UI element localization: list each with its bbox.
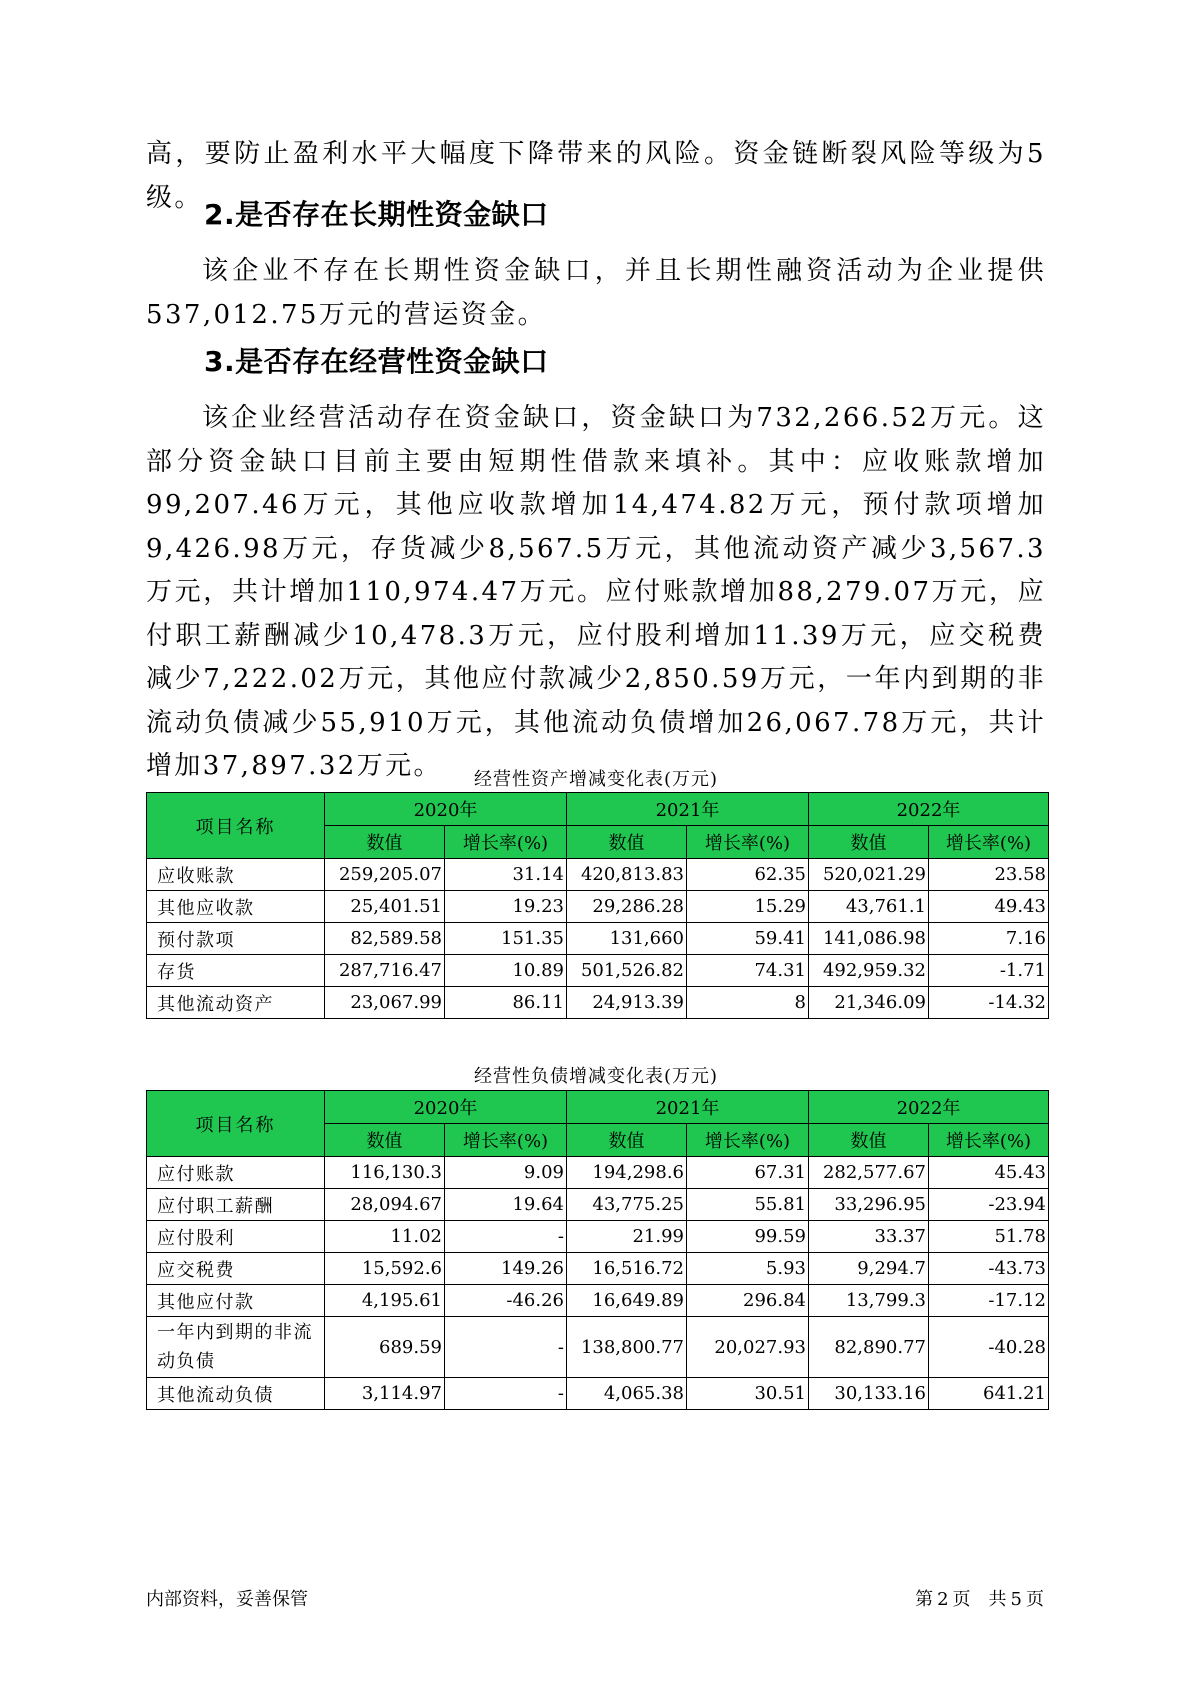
section-3-heading: 3.是否存在经营性资金缺口 (204, 345, 549, 378)
growth-rate-cell: 51.78 (929, 1221, 1049, 1253)
column-header-growth: 增长率(%) (687, 826, 809, 859)
growth-rate-cell: 20,027.93 (687, 1317, 809, 1378)
asset-change-table (146, 792, 1049, 1019)
growth-rate-cell: 641.21 (929, 1378, 1049, 1410)
table-row (147, 1317, 1049, 1378)
value-cell: 4,195.61 (325, 1285, 445, 1317)
growth-rate-cell: 59.41 (687, 923, 809, 955)
value-cell: 492,959.32 (809, 955, 929, 987)
column-header-year: 2022年 (809, 1091, 1049, 1124)
column-header-item-name: 项目名称 (147, 793, 325, 859)
column-header-item-name: 项目名称 (147, 1091, 325, 1157)
growth-rate-cell: 19.64 (445, 1189, 567, 1221)
page-total: 5 (1010, 1589, 1022, 1610)
value-cell: 82,890.77 (809, 1317, 929, 1378)
value-cell: 21.99 (567, 1221, 687, 1253)
column-header-growth: 增长率(%) (929, 826, 1049, 859)
row-label: 其他应付款 (147, 1285, 325, 1317)
value-cell: 11.02 (325, 1221, 445, 1253)
row-label: 存货 (147, 955, 325, 987)
growth-rate-cell: 49.43 (929, 891, 1049, 923)
growth-rate-cell: 31.14 (445, 859, 567, 891)
growth-rate-cell: 15.29 (687, 891, 809, 923)
table-row (147, 955, 1049, 987)
footer-confidential-note: 内部资料，妥善保管 (146, 1589, 308, 1610)
value-cell: 138,800.77 (567, 1317, 687, 1378)
column-header-growth: 增长率(%) (929, 1124, 1049, 1157)
growth-rate-cell: 8 (687, 987, 809, 1019)
value-cell: 501,526.82 (567, 955, 687, 987)
value-cell: 43,775.25 (567, 1189, 687, 1221)
section-2-heading: 2.是否存在长期性资金缺口 (204, 198, 549, 231)
table-row (147, 891, 1049, 923)
row-label: 应收账款 (147, 859, 325, 891)
footer-page-number (913, 1585, 1046, 1611)
value-cell: 4,065.38 (567, 1378, 687, 1410)
value-cell: 131,660 (567, 923, 687, 955)
value-cell: 141,086.98 (809, 923, 929, 955)
value-cell: 259,205.07 (325, 859, 445, 891)
liability-change-table (146, 1090, 1049, 1410)
growth-rate-cell: 67.31 (687, 1157, 809, 1189)
value-cell: 23,067.99 (325, 987, 445, 1019)
growth-rate-cell: 62.35 (687, 859, 809, 891)
column-header-value: 数值 (567, 1124, 687, 1157)
value-cell: 25,401.51 (325, 891, 445, 923)
row-label: 应付股利 (147, 1221, 325, 1253)
value-cell: 3,114.97 (325, 1378, 445, 1410)
value-cell: 282,577.67 (809, 1157, 929, 1189)
value-cell: 15,592.6 (325, 1253, 445, 1285)
growth-rate-cell: 45.43 (929, 1157, 1049, 1189)
growth-rate-cell: - (445, 1378, 567, 1410)
growth-rate-cell: 9.09 (445, 1157, 567, 1189)
row-label: 预付款项 (147, 923, 325, 955)
growth-rate-cell: 10.89 (445, 955, 567, 987)
growth-rate-cell: 23.58 (929, 859, 1049, 891)
page-suffix: 页 (1026, 1589, 1044, 1610)
value-cell: 24,913.39 (567, 987, 687, 1019)
table-row (147, 1189, 1049, 1221)
value-cell: 30,133.16 (809, 1378, 929, 1410)
growth-rate-cell: - (445, 1317, 567, 1378)
value-cell: 16,649.89 (567, 1285, 687, 1317)
value-cell: 520,021.29 (809, 859, 929, 891)
page-prefix: 第 (915, 1589, 934, 1610)
page-current: 2 (937, 1589, 949, 1610)
row-label: 其他应收款 (147, 891, 325, 923)
value-cell: 82,589.58 (325, 923, 445, 955)
column-header-growth: 增长率(%) (445, 826, 567, 859)
column-header-growth: 增长率(%) (445, 1124, 567, 1157)
liability-table-caption: 经营性负债增减变化表(万元) (473, 1066, 719, 1087)
growth-rate-cell: -40.28 (929, 1317, 1049, 1378)
value-cell: 194,298.6 (567, 1157, 687, 1189)
table-row (147, 1285, 1049, 1317)
growth-rate-cell: 86.11 (445, 987, 567, 1019)
growth-rate-cell: 7.16 (929, 923, 1049, 955)
value-cell: 13,799.3 (809, 1285, 929, 1317)
column-header-value: 数值 (325, 1124, 445, 1157)
table-row (147, 1157, 1049, 1189)
growth-rate-cell: -23.94 (929, 1189, 1049, 1221)
value-cell: 28,094.67 (325, 1189, 445, 1221)
table-row (147, 923, 1049, 955)
growth-rate-cell: -1.71 (929, 955, 1049, 987)
table-row (147, 859, 1049, 891)
growth-rate-cell: 19.23 (445, 891, 567, 923)
column-header-growth: 增长率(%) (687, 1124, 809, 1157)
asset-table-caption: 经营性资产增减变化表(万元) (473, 769, 719, 790)
column-header-value: 数值 (567, 826, 687, 859)
column-header-value: 数值 (809, 1124, 929, 1157)
column-header-value: 数值 (325, 826, 445, 859)
growth-rate-cell: 151.35 (445, 923, 567, 955)
row-label: 其他流动资产 (147, 987, 325, 1019)
growth-rate-cell: -17.12 (929, 1285, 1049, 1317)
table-row (147, 1378, 1049, 1410)
growth-rate-cell: -46.26 (445, 1285, 567, 1317)
value-cell: 21,346.09 (809, 987, 929, 1019)
table-row (147, 987, 1049, 1019)
value-cell: 116,130.3 (325, 1157, 445, 1189)
growth-rate-cell: 74.31 (687, 955, 809, 987)
value-cell: 16,516.72 (567, 1253, 687, 1285)
column-header-value: 数值 (809, 826, 929, 859)
growth-rate-cell: 99.59 (687, 1221, 809, 1253)
column-header-year: 2022年 (809, 793, 1049, 826)
value-cell: 43,761.1 (809, 891, 929, 923)
column-header-year: 2020年 (325, 793, 567, 826)
row-label: 一年内到期的非流动负债 (147, 1317, 325, 1378)
growth-rate-cell: 30.51 (687, 1378, 809, 1410)
growth-rate-cell: -14.32 (929, 987, 1049, 1019)
growth-rate-cell: 149.26 (445, 1253, 567, 1285)
growth-rate-cell: -43.73 (929, 1253, 1049, 1285)
section-2-body: 该企业不存在长期性资金缺口，并且长期性融资活动为企业提供537,012.75万元的营运资金。 (146, 256, 1046, 330)
growth-rate-cell: 296.84 (687, 1285, 809, 1317)
row-label: 应付职工薪酬 (147, 1189, 325, 1221)
row-label: 应付账款 (147, 1157, 325, 1189)
table-row (147, 1221, 1049, 1253)
column-header-year: 2021年 (567, 793, 809, 826)
value-cell: 33,296.95 (809, 1189, 929, 1221)
column-header-year: 2020年 (325, 1091, 567, 1124)
value-cell: 33.37 (809, 1221, 929, 1253)
row-label: 应交税费 (147, 1253, 325, 1285)
intro-paragraph-tail: 高，要防止盈利水平大幅度下降带来的风险。资金链断裂风险等级为5级。 (146, 139, 1046, 213)
column-header-year: 2021年 (567, 1091, 809, 1124)
value-cell: 689.59 (325, 1317, 445, 1378)
growth-rate-cell: 55.81 (687, 1189, 809, 1221)
growth-rate-cell: - (445, 1221, 567, 1253)
section-3-body: 该企业经营活动存在资金缺口，资金缺口为732,266.52万元。这部分资金缺口目前主要由短期性借款来填补。其中：应收账款增加99,207.46万元，其他应收款增加14,474.82万元，预付款项增加9,426.98万元，存货减少8,567.5万元，其他流动资产减少3,567.3万元，共计增加110,974.47万元。应付账款增加88,279.07万元，应付职工薪酬减少10,478.3万元，应付股利增加11.39万元，应交税费减少7,222.02万元，其他应付款减少2,850.59万元，一年内到期的非流动负债减少55,910万元，其他流动负债增加26,067.78万元，共计增加37,897.32万元。 (146, 403, 1046, 781)
table-row (147, 1253, 1049, 1285)
row-label: 其他流动负债 (147, 1378, 325, 1410)
value-cell: 420,813.83 (567, 859, 687, 891)
value-cell: 29,286.28 (567, 891, 687, 923)
value-cell: 287,716.47 (325, 955, 445, 987)
page-mid: 页 共 (952, 1589, 1007, 1610)
growth-rate-cell: 5.93 (687, 1253, 809, 1285)
value-cell: 9,294.7 (809, 1253, 929, 1285)
